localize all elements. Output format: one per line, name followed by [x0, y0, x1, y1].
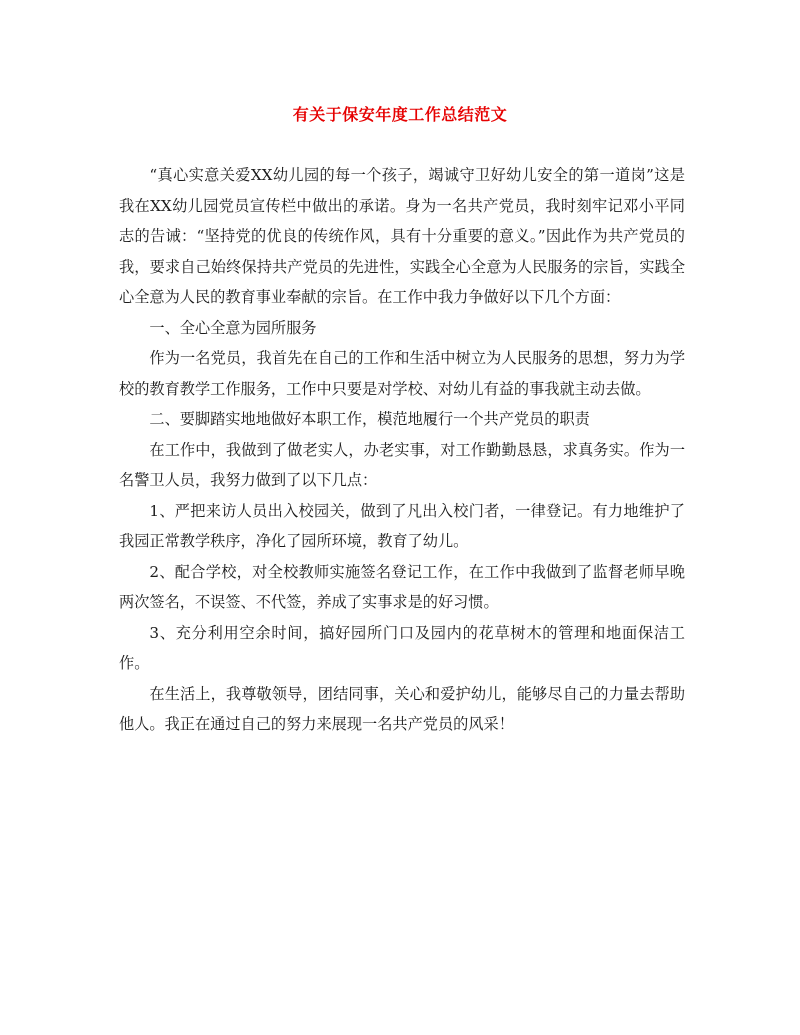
document-body	[119, 160, 685, 740]
list-item-1: 1、严把来访人员出入校园关，做到了凡出入校门者，一律登记。有力地维护了我园正常教学秩序，净化了园所环境，教育了幼儿。	[119, 501, 685, 550]
section-heading-1: 一、全心全意为园所服务	[149, 318, 317, 337]
section-1-paragraph: 作为一名党员，我首先在自己的工作和生活中树立为人民服务的思想，努力为学校的教育教学工作服务，工作中只要是对学校、对幼儿有益的事我就主动去做。	[119, 349, 685, 398]
document-title: 有关于保安年度工作总结范文	[292, 105, 508, 124]
closing-paragraph: 在生活上，我尊敬领导，团结同事，关心和爱护幼儿，能够尽自己的力量去帮助他人。我正在通过自己的努力来展现一名共产党员的风采！	[119, 684, 685, 733]
intro-paragraph: “真心实意关爱XX幼儿园的每一个孩子，竭诚守卫好幼儿安全的第一道岗”这是我在XX幼儿园党员宣传栏中做出的承诺。身为一名共产党员，我时刻牢记邓小平同志的告诫：“坚持党的优良的传统作风，具有十分重要的意义。”因此作为共产党员的我，要求自己始终保持共产党员的先进性，实践全心全意为人民服务的宗旨，实践全心全意为人民的教育事业奉献的宗旨。在工作中我力争做好以下几个方面：	[119, 166, 685, 306]
section-heading-2: 二、要脚踏实地地做好本职工作，模范地履行一个共产党员的职责	[149, 410, 590, 428]
list-item-2: 2、配合学校，对全校教师实施签名登记工作，在工作中我做到了监督老师早晚两次签名，不误签、不代签，养成了实事求是的好习惯。	[119, 562, 685, 611]
list-item-3: 3、充分利用空余时间，搞好园所门口及园内的花草树木的管理和地面保洁工作。	[119, 623, 685, 672]
section-2-paragraph: 在工作中，我做到了做老实人，办老实事，对工作勤勤恳恳，求真务实。作为一名警卫人员，我努力做到了以下几点：	[119, 440, 685, 489]
